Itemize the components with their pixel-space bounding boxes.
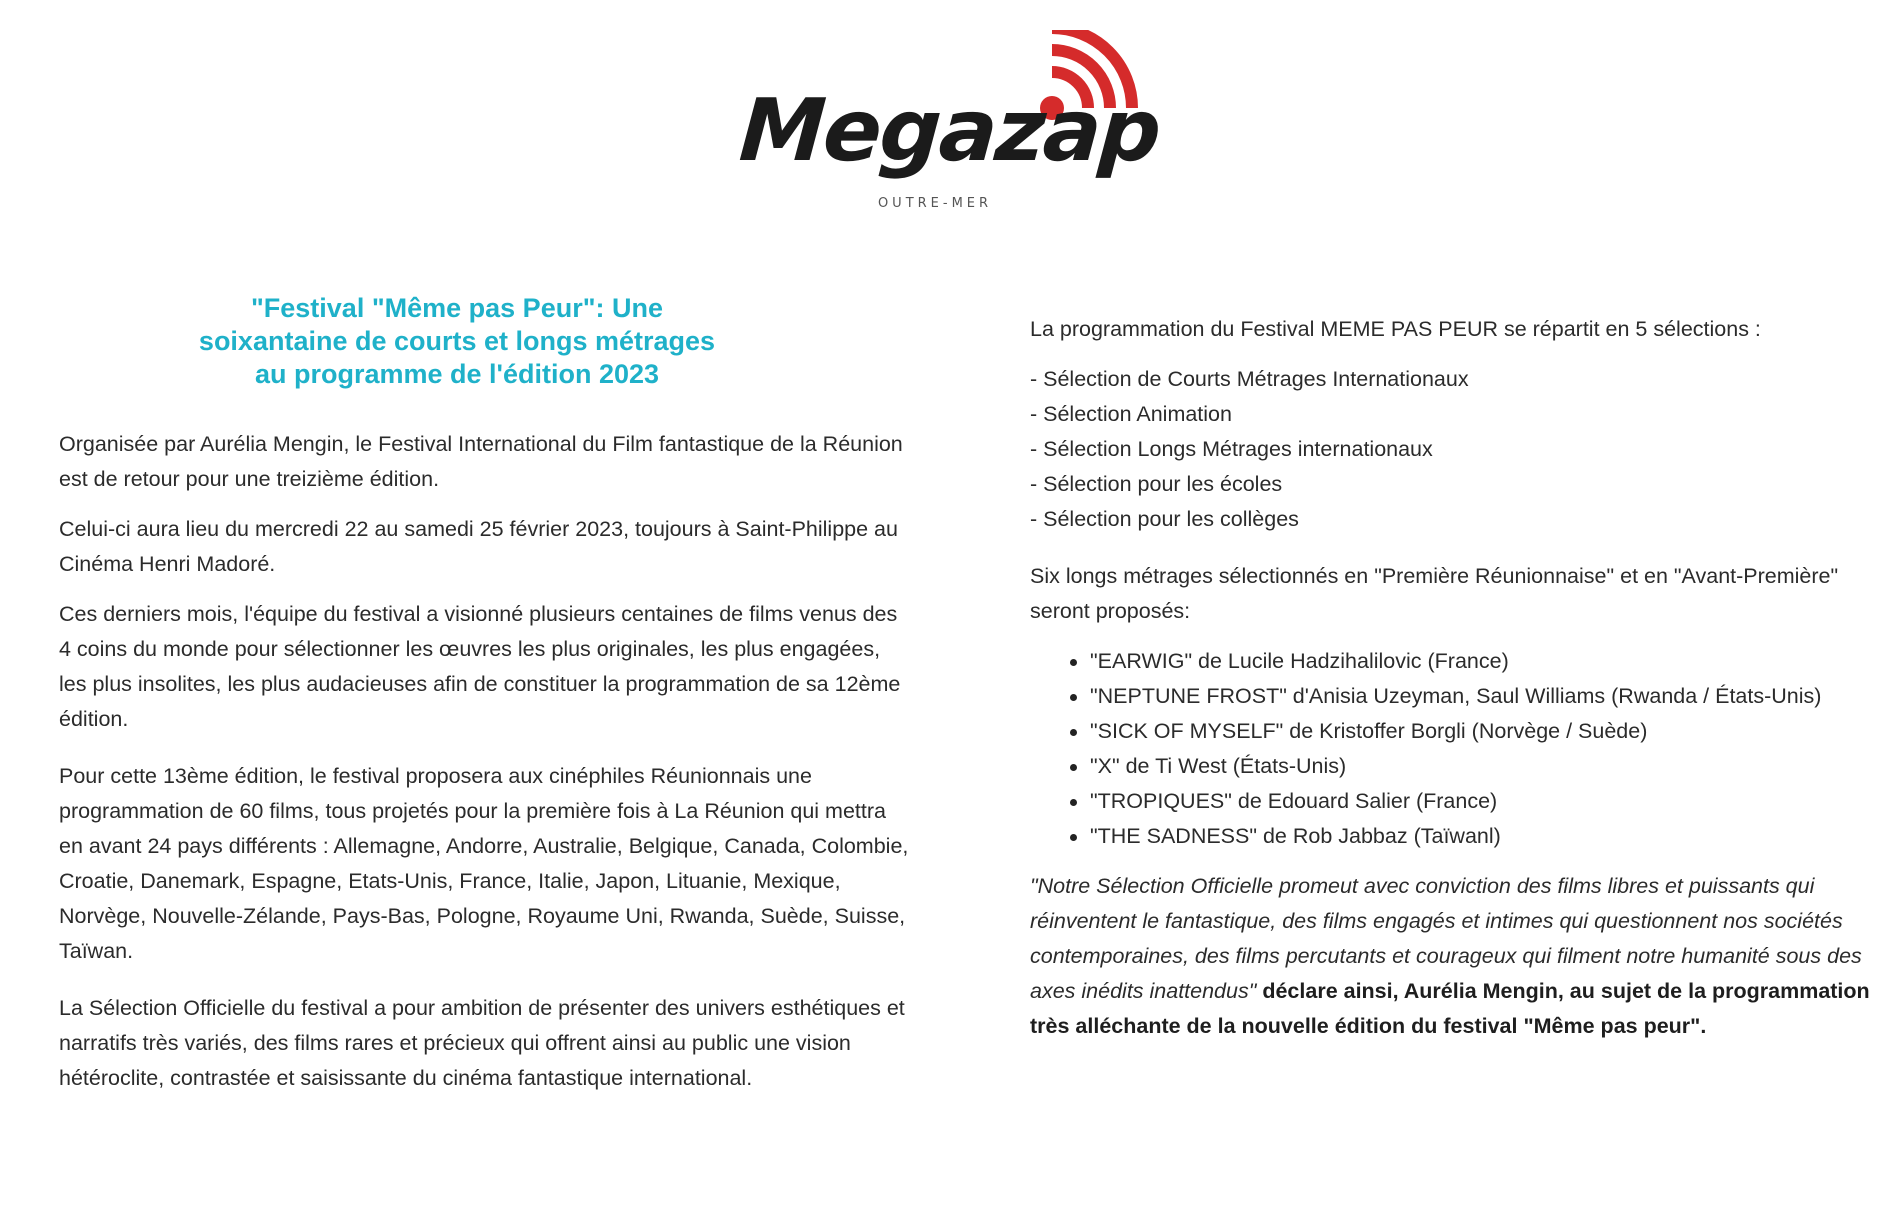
list-item: - Sélection pour les collèges (1030, 507, 1299, 531)
film-item: "SICK OF MYSELF" de Kristoffer Borgli (Norvège / Suède) (1090, 714, 1870, 749)
list-item: - Sélection Longs Métrages internationaux (1030, 437, 1433, 461)
logo-wordmark: Megazap (736, 81, 1163, 181)
paragraph-programme: Pour cette 13ème édition, le festival proposera aux cinéphiles Réunionnais une programmation de 60 films, tous projetés pour la première fois à La Réunion qui mettra en avant 24 pays différents : Allemagne, Andorre, Australie, Belgique, Canada, Colombie, Croatie, Danemark, Espagne, Etats-Unis, France, Italie, Japon, Lituanie, Mexique, Norvège, Nouvelle-Zélande, Pays-Bas, Pologne, Royaume Uni, Rwanda, Suède, Suisse, Taïwan. (59, 764, 909, 963)
selections-intro: La programmation du Festival MEME PAS PEUR se répartit en 5 sélections : (1030, 317, 1761, 341)
logo-subtitle: OUTRE-MER (877, 196, 993, 211)
film-item: "X" de Ti West (États-Unis) (1090, 749, 1870, 784)
paragraph-intro: Organisée par Aurélia Mengin, le Festival International du Film fantastique de la Réunion est de retour pour une treizième édition. (59, 432, 903, 491)
director-quote: "Notre Sélection Officielle promeut avec conviction des films libres et puissants qui réinventent le fantastique, des films engagés et intimes qui questionnent nos sociétés contemporaines, des films percutants et courageux qui filment notre humanité sous des axes inédits inattendus" (1030, 874, 1862, 1003)
quote-attribution: déclare ainsi, Aurélia Mengin, au sujet de la programmation très alléchante de la nouvelle édition du festival "Même pas peur". (1030, 979, 1870, 1038)
selections-list (1030, 362, 1870, 537)
paragraph-ambition: La Sélection Officielle du festival a pour ambition de présenter des univers esthétiques et narratifs très variés, des films rares et précieux qui offrent ainsi au public une vision hétéroclite, contrastée et saisissante du cinéma fantastique international. (59, 996, 905, 1090)
films-list (1030, 644, 1870, 854)
megazap-logo (736, 30, 1163, 220)
films-intro: Six longs métrages sélectionnés en "Première Réunionnaise" et en "Avant-Première" seront proposés: (1030, 564, 1839, 623)
list-item: - Sélection de Courts Métrages Internationaux (1030, 367, 1469, 391)
film-item: "THE SADNESS" de Rob Jabbaz (Taïwanl) (1090, 819, 1870, 854)
list-item: - Sélection Animation (1030, 402, 1232, 426)
quote-block (1030, 869, 1870, 1044)
film-item: "TROPIQUES" de Edouard Salier (France) (1090, 784, 1870, 819)
right-column (1030, 312, 1870, 1044)
paragraph-selection-process: Ces derniers mois, l'équipe du festival a visionné plusieurs centaines de films venus des 4 coins du monde pour sélectionner les œuvres les plus originales, les plus engagées, les plus insolites, les plus audacieuses afin de constituer la programmation de sa 12ème édition. (59, 602, 901, 731)
left-column (59, 292, 909, 1096)
paragraph-dates: Celui-ci aura lieu du mercredi 22 au samedi 25 février 2023, toujours à Saint-Philippe au Cinéma Henri Madoré. (59, 517, 898, 576)
article-headline: "Festival "Même pas Peur": Une soixantaine de courts et longs métrages au programme de l'édition 2023 (198, 293, 716, 389)
film-item: "NEPTUNE FROST" d'Anisia Uzeyman, Saul Williams (Rwanda / États-Unis) (1090, 679, 1870, 714)
list-item: - Sélection pour les écoles (1030, 472, 1283, 496)
film-item: "EARWIG" de Lucile Hadzihalilovic (France) (1090, 644, 1870, 679)
